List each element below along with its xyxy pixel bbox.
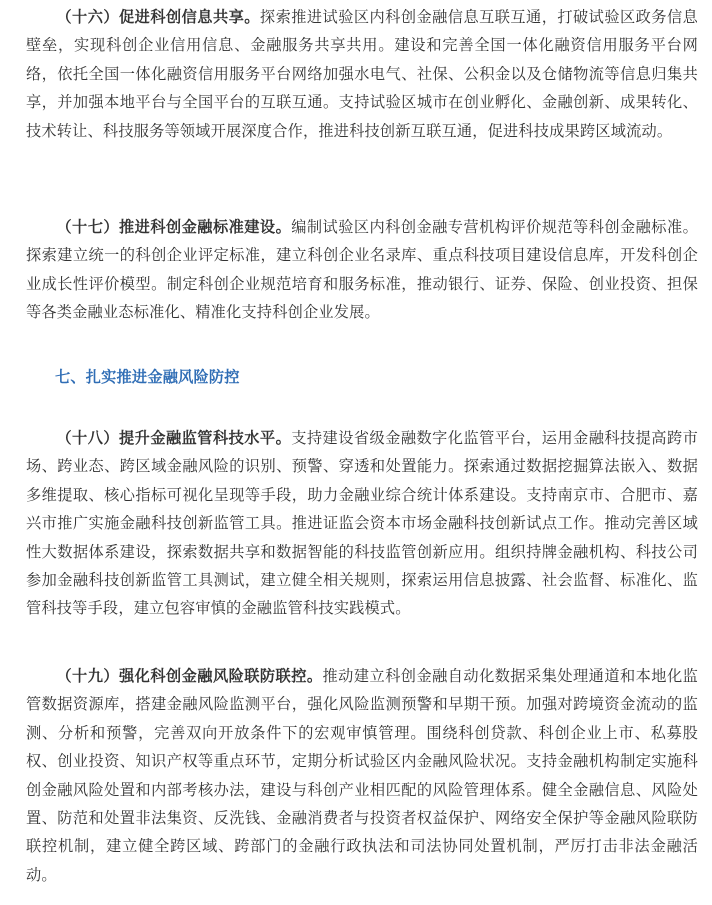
- paragraph-19-lead: （十九）强化科创金融风险联防联控。: [56, 667, 323, 685]
- paragraph-17-lead: （十七）推进科创金融标准建设。: [56, 218, 292, 236]
- paragraph-17: [26, 213, 698, 327]
- paragraph-18-lead: （十八）提升金融监管科技水平。: [56, 429, 292, 447]
- paragraph-18: [26, 424, 698, 623]
- paragraph-17-body: 编制试验区内科创金融专营机构评价规范等科创金融标准。探索建立统一的科创企业评定标准，建立科创企业名录库、重点科技项目建设信息库，开发科创企业成长性评价模型。制定科创企业规范培育和服务标准，推动银行、证券、保险、创业投资、担保等各类金融业态标准化、精准化支持科创企业发展。: [26, 218, 699, 322]
- paragraph-18-body: 支持建设省级金融数字化监管平台，运用金融科技提高跨市场、跨业态、跨区域金融风险的识别、预警、穿透和处置能力。探索通过数据挖掘算法嵌入、数据多维提取、核心指标可视化呈现等手段，助力金融业综合统计体系建设。支持南京市、合肥市、嘉兴市推广实施金融科技创新监管工具。推进证监会资本市场金融科技创新试点工作。推动完善区域性大数据体系建设，探索数据共享和数据智能的科技监管创新应用。组织持牌金融机构、科技公司参加金融科技创新监管工具测试，建立健全相关规则，探索运用信息披露、社会监督、标准化、监管科技等手段，建立包容审慎的金融监管科技实践模式。: [26, 429, 699, 618]
- paragraph-16-lead: （十六）促进科创信息共享。: [56, 8, 260, 26]
- paragraph-19-body: 推动建立科创金融自动化数据采集处理通道和本地化监管数据资源库，搭建金融风险监测平台，强化风险监测预警和早期干预。加强对跨境资金流动的监测、分析和预警，完善双向开放条件下的宏观审慎管理。围绕科创贷款、科创企业上市、私募股权、创业投资、知识产权等重点环节，定期分析试验区内金融风险状况。支持金融机构制定实施科创金融风险处置和内部考核办法，建设与科创产业相匹配的风险管理体系。健全金融信息、风险处置、防范和处置非法集资、反洗钱、金融消费者与投资者权益保护、网络安全保护等金融风险联防联控机制，建立健全跨区域、跨部门的金融行政执法和司法协同处置机制，严厉打击非法金融活动。: [26, 667, 698, 884]
- paragraph-19: [26, 662, 698, 889]
- section-heading-7: 七、扎实推进金融风险防控: [55, 368, 240, 386]
- paragraph-16-body: 探索推进试验区内科创金融信息互联互通，打破试验区政务信息壁垒，实现科创企业信用信息、金融服务共享共用。建设和完善全国一体化融资信用服务平台网络，依托全国一体化融资信用服务平台网络加强水电气、社保、公积金以及仓储物流等信息归集共享，并加强本地平台与全国平台的互联互通。支持试验区城市在创业孵化、金融创新、成果转化、技术转让、科技服务等领域开展深度合作，推进科技创新互联互通，促进科技成果跨区域流动。: [26, 8, 698, 140]
- paragraph-16: [26, 3, 698, 145]
